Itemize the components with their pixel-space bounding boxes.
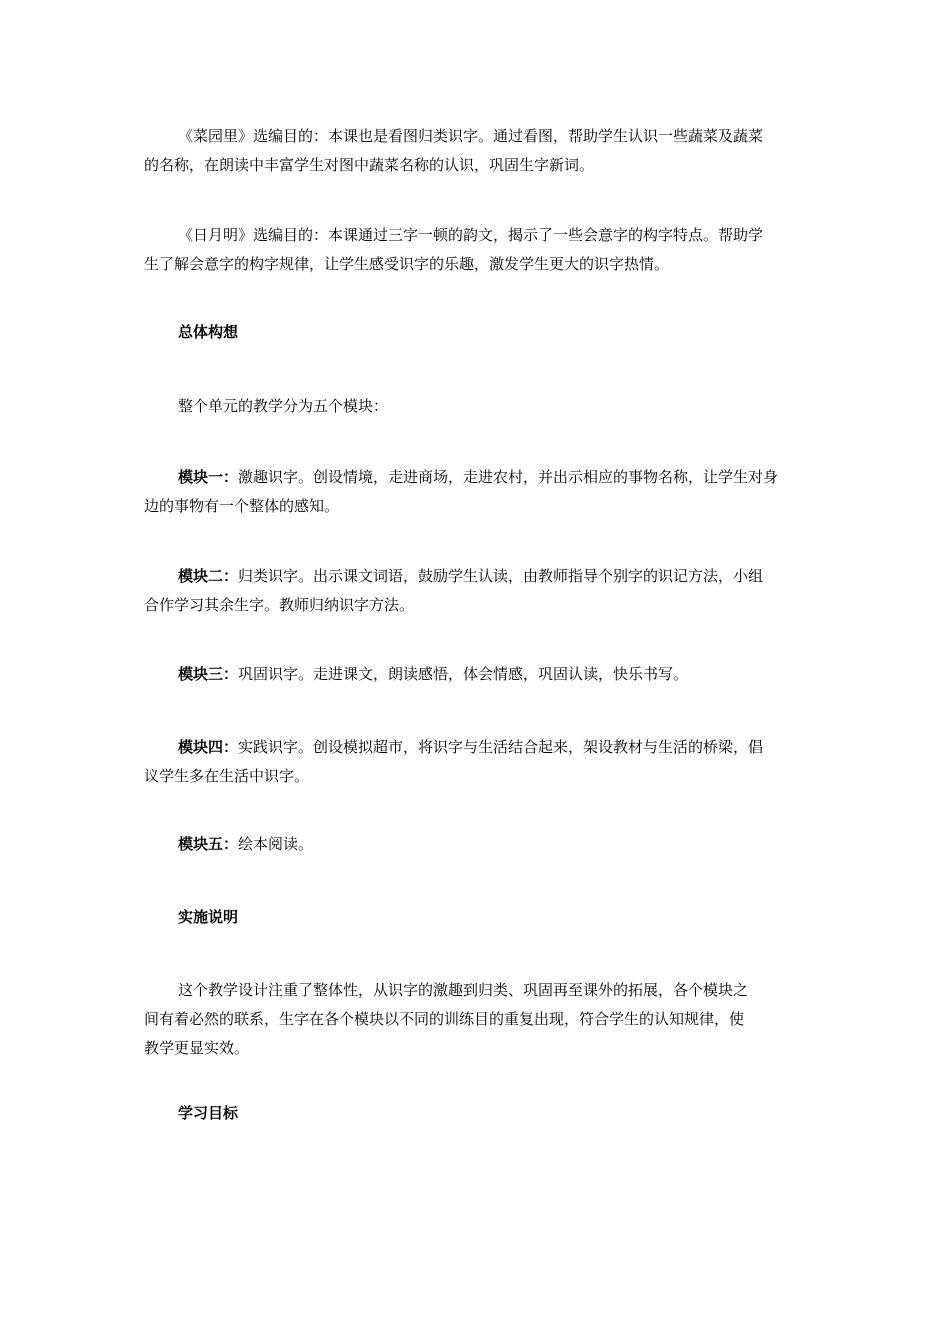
heading-overall-concept: 总体构想 (178, 323, 239, 341)
heading-implementation: 实施说明 (178, 908, 239, 926)
module-label: 模块二： (178, 567, 239, 585)
module-text: 议学生多在生活中识字。 (144, 767, 310, 785)
module-text: 归类识字。出示课文词语，鼓励学生认读，由教师指导个别字的识记方法，小组 (238, 567, 764, 585)
module-label: 模块三： (178, 665, 239, 683)
module-four (144, 733, 808, 791)
module-text: 实践识字。创设模拟超市，将识字与生活结合起来，架设教材与生活的桥梁，倡 (238, 738, 764, 756)
paragraph-line: 《菜园里》选编目的：本课也是看图归类识字。通过看图，帮助学生认识一些蔬菜及蔬菜 (178, 127, 764, 145)
paragraph-line: 生了解会意字的构字规律，让学生感受识字的乐趣，激发学生更大的识字热情。 (144, 255, 670, 273)
module-text: 合作学习其余生字。教师归纳识字方法。 (144, 596, 415, 614)
module-text: 巩固识字。走进课文，朗读感悟，体会情感，巩固认读，快乐书写。 (238, 665, 689, 683)
module-label: 模块一： (178, 468, 239, 486)
paragraph-line: 《日月明》选编目的：本课通过三字一顿的韵文，揭示了一些会意字的构字特点。帮助学 (178, 226, 764, 244)
module-text: 激趣识字。创设情境，走进商场，走进农村，并出示相应的事物名称，让学生对身 (238, 468, 779, 486)
paragraph-line: 间有着必然的联系，生字在各个模块以不同的训练目的重复出现，符合学生的认知规律，使 (144, 1010, 745, 1028)
module-one (144, 463, 808, 521)
module-label: 模块五： (178, 835, 239, 853)
heading-learning-goals: 学习目标 (178, 1104, 239, 1122)
paragraph-line: 的名称，在朗读中丰富学生对图中蔬菜名称的认识，巩固生字新词。 (144, 156, 595, 174)
module-text: 边的事物有一个整体的感知。 (144, 497, 340, 515)
module-three (178, 664, 688, 684)
module-five (178, 834, 313, 854)
paragraph-caiyuanli (144, 122, 808, 180)
intro-text: 整个单元的教学分为五个模块： (178, 397, 389, 415)
paragraph-line: 教学更显实效。 (144, 1039, 250, 1057)
paragraph-implementation (144, 976, 808, 1063)
paragraph-riyueming (144, 221, 808, 279)
module-text: 绘本阅读。 (238, 835, 314, 853)
module-two (144, 562, 808, 620)
module-label: 模块四： (178, 738, 239, 756)
paragraph-line: 这个教学设计注重了整体性，从识字的激趣到归类、巩固再至课外的拓展，各个模块之 (178, 981, 749, 999)
